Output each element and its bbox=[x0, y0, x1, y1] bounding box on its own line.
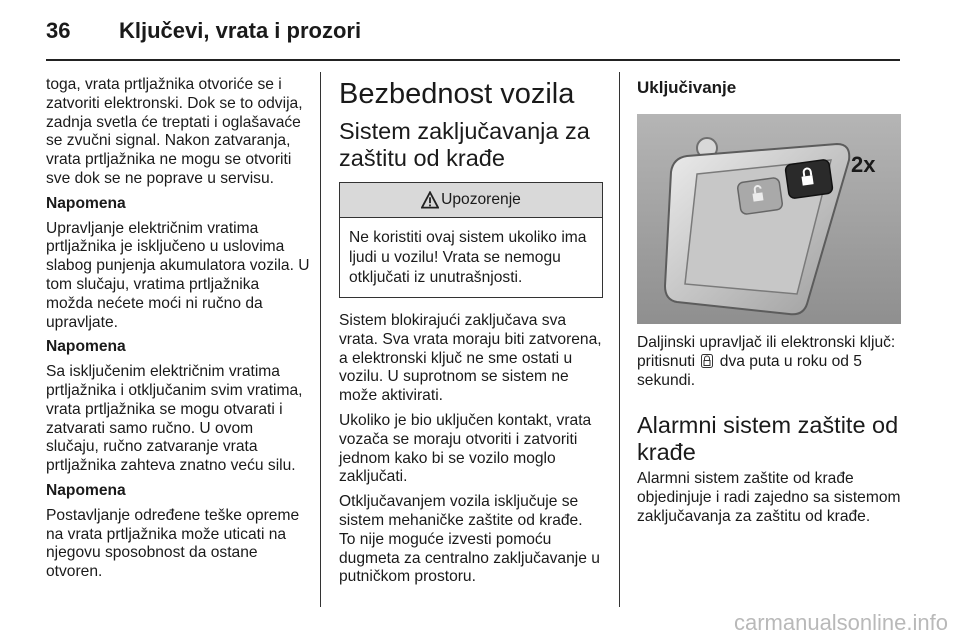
column-1 bbox=[46, 76, 310, 588]
paragraph: Otključavanjem vozila isključuje se sistem mehaničke zaštite od krađe. To nije moguće izvesti pomoću dugmeta za centralno zaključavanje u putničkom prostoru. bbox=[339, 493, 600, 586]
alarm-paragraph: Alarmni sistem zaštite od krađe objedinjuje i radi zajedno sa sistemom zaključavanja za zaštitu od krađe. bbox=[637, 470, 901, 525]
warning-triangle-icon bbox=[421, 191, 439, 209]
lock-button-icon bbox=[701, 354, 713, 368]
caption-text-after: dva puta u roku od 5 sekundi. bbox=[637, 352, 862, 389]
intro-paragraph: toga, vrata prtljažnika otvoriće se i zatvoriti elektronski. Dok se to odvija, zadnja svetla će treptati i oglašavaće se zvučni signal. Nakon zatvaranja, vrata prtljažnika ne mogu se otvoriti sve dok se ne poprave u servisu. bbox=[46, 76, 303, 187]
figure-caption bbox=[637, 334, 901, 390]
note-1 bbox=[46, 195, 310, 333]
paragraph: Sistem blokirajući zaključava sva vrata. Sva vrata moraju biti zatvorena, a elektronski ključ ne sme ostati u vozilu. U suprotnom se sistem ne može aktivirati. bbox=[339, 312, 602, 405]
note-2 bbox=[46, 338, 310, 476]
page-number: 36 bbox=[46, 18, 71, 43]
header-rule bbox=[46, 59, 900, 61]
remote-key-illustration bbox=[637, 114, 901, 324]
press-count-label: 2x bbox=[851, 152, 876, 177]
column-divider-1 bbox=[320, 72, 321, 607]
warning-header bbox=[340, 183, 602, 218]
note-title: Napomena bbox=[46, 338, 126, 356]
subsection-heading: Uključivanje bbox=[637, 78, 737, 97]
warning-box bbox=[339, 182, 603, 298]
note-text: Sa isključenim električnim vratima prtljažnika i otključanim svim vratima, vrata prtljažnika se mogu otvarati i zatvarati samo ručno. U ovom slučaju, ručno zatvaranje vrata prtljažnika zahteva znatno veću silu. bbox=[46, 363, 303, 475]
note-3 bbox=[46, 482, 310, 582]
watermark: carmanualsonline.info bbox=[733, 610, 948, 635]
warning-text: Ne koristiti ovaj sistem ukoliko ima ljudi u vozilu! Vrata se nemogu otključati iz unutrašnjosti. bbox=[349, 229, 587, 286]
caption-text-before: Daljinski upravljač ili elektronski ključ: pritisnuti bbox=[637, 334, 896, 370]
note-text: Postavljanje određene teške opreme na vrata prtljažnika može uticati na njegovu sposobnost da ostane otvoren. bbox=[46, 506, 300, 581]
subsection-heading: Sistem zaključavanja za zaštitu od krađe bbox=[339, 118, 590, 171]
note-title: Napomena bbox=[46, 481, 126, 499]
alarm-section-heading: Alarmni sistem zaštite od krađe bbox=[637, 412, 899, 466]
column-2 bbox=[339, 76, 603, 593]
warning-title: Upozorenje bbox=[441, 190, 521, 208]
column-divider-2 bbox=[619, 72, 620, 607]
note-title: Napomena bbox=[46, 194, 126, 212]
section-heading: Bezbednost vozila bbox=[339, 78, 575, 110]
column-3 bbox=[637, 76, 901, 533]
note-text: Upravljanje električnim vratima prtljažnika je isključeno u uslovima slabog punjenja akumulatora vozila. U tom slučaju, vratima prtljažnika možda nećete moći ni ručno da upravljate. bbox=[46, 219, 310, 331]
paragraph: Ukoliko je bio uključen kontakt, vrata vozača se moraju otvoriti i zatvoriti jednom kako bi se vozilo moglo zaključati. bbox=[339, 411, 592, 486]
page-header-title: Ključevi, vrata i prozori bbox=[119, 18, 362, 43]
